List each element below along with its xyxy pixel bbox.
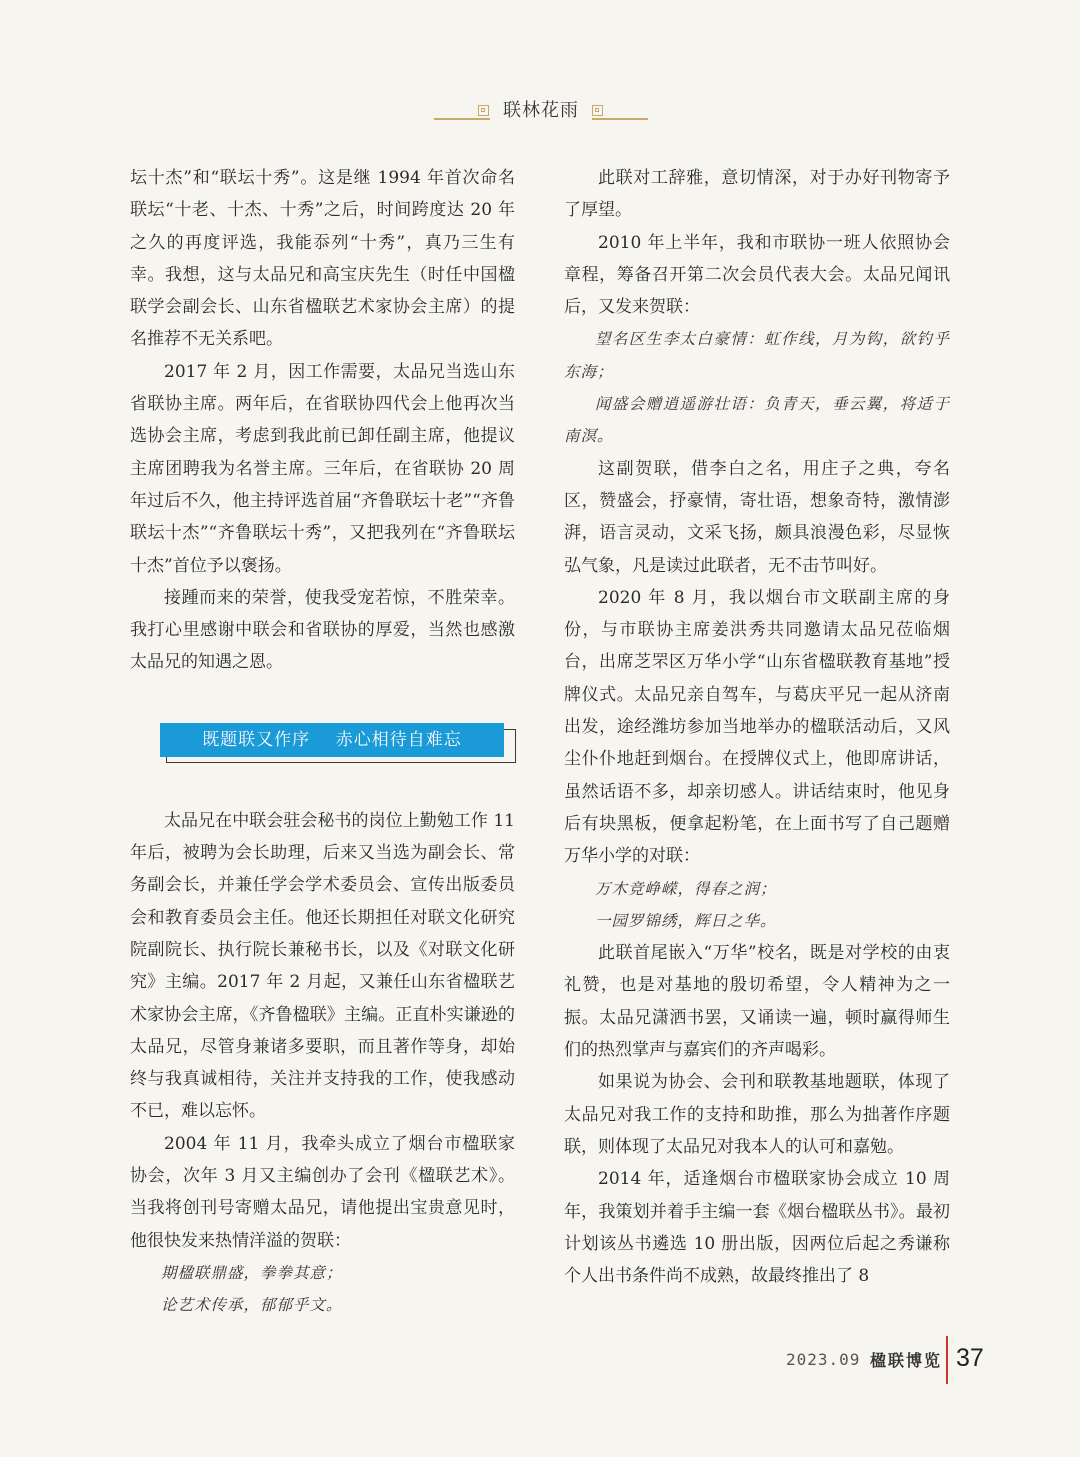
paragraph: 2004 年 11 月，我牵头成立了烟台市楹联家协会，次年 3 月又主编创办了会刊《楹联艺术》。当我将创刊号寄赠太品兄，请他提出宝贵意见时，他很快发来热情洋溢的贺联： xyxy=(130,1133,515,1251)
paragraph: 这副贺联，借李白之名，用庄子之典，夸名区，赞盛会，抒豪情，寄壮语，想象奇特，激情澎湃，语言灵动，文采飞扬，颇具浪漫色彩，尽显恢弘气象，凡是读过此联者，无不击节叫好。 xyxy=(564,458,950,576)
header-rule-left xyxy=(434,118,490,120)
paragraph: 2017 年 2 月，因工作需要，太品兄当选山东省联协主席。两年后，在省联协四代会上他再次当选协会主席，考虑到我此前已卸任副主席，他提议主席团聘我为名誉主席。三年后，在省联协 20 周年过后不久，他主持评选首届“齐鲁联坛十老”“齐鲁联坛十杰”“齐鲁联坛十秀”，又把我列在“齐鲁联坛十杰”首位予以褒扬。 xyxy=(130,361,515,576)
paragraph: 太品兄在中联会驻会秘书的岗位上勤勉工作 11 年后，被聘为会长助理，后来又当选为副会长、常务副会长，并兼任学会学术委员会、宣传出版委员会和教育委员会主任。他还长期担任对联文化研究院副院长、执行院长兼秘书长，以及《对联文化研究》主编。2017 年 2 月起，又兼任山东省楹联艺术家协会主席，《齐鲁楹联》主编。正直朴实谦逊的太品兄，尽管身兼诸多要职，而且著作等身，却始终与我真诚相待，关注并支持我的工作，使我感动不已，难以忘怀。 xyxy=(130,810,515,1122)
subheading-text: 既题联又作序 赤心相待自难忘 xyxy=(202,729,462,750)
couplet-line: 闻盛会赠逍遥游壮语：负青天，垂云翼，将适于南溟。 xyxy=(564,395,950,446)
couplet-line: 望名区生李太白豪情：虹作线，月为钩，欲钓乎东海； xyxy=(564,330,950,381)
section-title: 联林花雨 xyxy=(503,100,579,121)
page-footer xyxy=(0,1336,1080,1386)
header-ornament-left-icon xyxy=(478,105,489,116)
paragraph: 2014 年，适逢烟台市楹联家协会成立 10 周年，我策划并着手主编一套《烟台楹联丛书》。最初计划该丛书遴选 10 册出版，因两位后起之秀谦称个人出书条件尚不成熟，故最终推出了 8 xyxy=(564,1169,950,1287)
couplet-line: 万木竞峥嵘，得春之润； xyxy=(595,879,777,898)
right-column xyxy=(564,162,950,1292)
header-ornament-right-icon xyxy=(592,105,603,116)
paragraph: 2020 年 8 月，我以烟台市文联副主席的身份，与市联协主席姜洪秀共同邀请太品兄莅临烟台，出席芝罘区万华小学“山东省楹联教育基地”授牌仪式。太品兄亲自驾车，与葛庆平兄一起从济南出发，途经潍坊参加当地举办的楹联活动后，又风尘仆仆地赶到烟台。在授牌仪式上，他即席讲话，虽然话语不多，却亲切感人。讲话结束时，他见身后有块黑板，便拿起粉笔，在上面书写了自己题赠万华小学的对联： xyxy=(564,587,950,867)
page-header xyxy=(0,96,1080,126)
left-column xyxy=(130,162,515,1322)
issue-date: 2023.09 xyxy=(786,1350,861,1369)
header-rule-right xyxy=(592,118,648,120)
paragraph: 接踵而来的荣誉，使我受宠若惊，不胜荣幸。我打心里感谢中联会和省联协的厚爱，当然也感激太品兄的知遇之恩。 xyxy=(130,587,515,673)
couplet-line: 期楹联鼎盛，拳拳其意； xyxy=(161,1263,343,1282)
subheading-box xyxy=(160,723,520,763)
paragraph: 如果说为协会、会刊和联教基地题联，体现了太品兄对我工作的支持和助推，那么为拙著作序题联，则体现了太品兄对我本人的认可和嘉勉。 xyxy=(564,1072,950,1157)
paragraph: 2010 年上半年，我和市联协一班人依照协会章程，筹备召开第二次会员代表大会。太品兄闻讯后，又发来贺联： xyxy=(564,232,950,318)
footer-divider xyxy=(946,1336,948,1384)
couplet-line: 一园罗锦绣，辉日之华。 xyxy=(595,911,777,930)
paragraph: 此联首尾嵌入“万华”校名，既是对学校的由衷礼赞，也是对基地的殷切希望，令人精神为之一振。太品兄潇洒书罢，又诵读一遍，顿时赢得师生们的热烈掌声与嘉宾们的齐声喝彩。 xyxy=(564,943,950,1061)
page-number: 37 xyxy=(956,1344,984,1372)
paragraph: 此联对工辞雅，意切情深，对于办好刊物寄予了厚望。 xyxy=(564,168,950,221)
paragraph: 坛十杰”和“联坛十秀”。这是继 1994 年首次命名联坛“十老、十杰、十秀”之后，时间跨度达 20 年之久的再度评选，我能忝列“十秀”，真乃三生有幸。我想，这与太品兄和高宝庆先生（时任中国楹联学会副会长、山东省楹联艺术家协会主席）的提名推荐不无关系吧。 xyxy=(130,168,515,350)
couplet-line: 论艺术传承，郁郁乎文。 xyxy=(161,1296,343,1315)
magazine-name: 楹联博览 xyxy=(870,1351,943,1370)
